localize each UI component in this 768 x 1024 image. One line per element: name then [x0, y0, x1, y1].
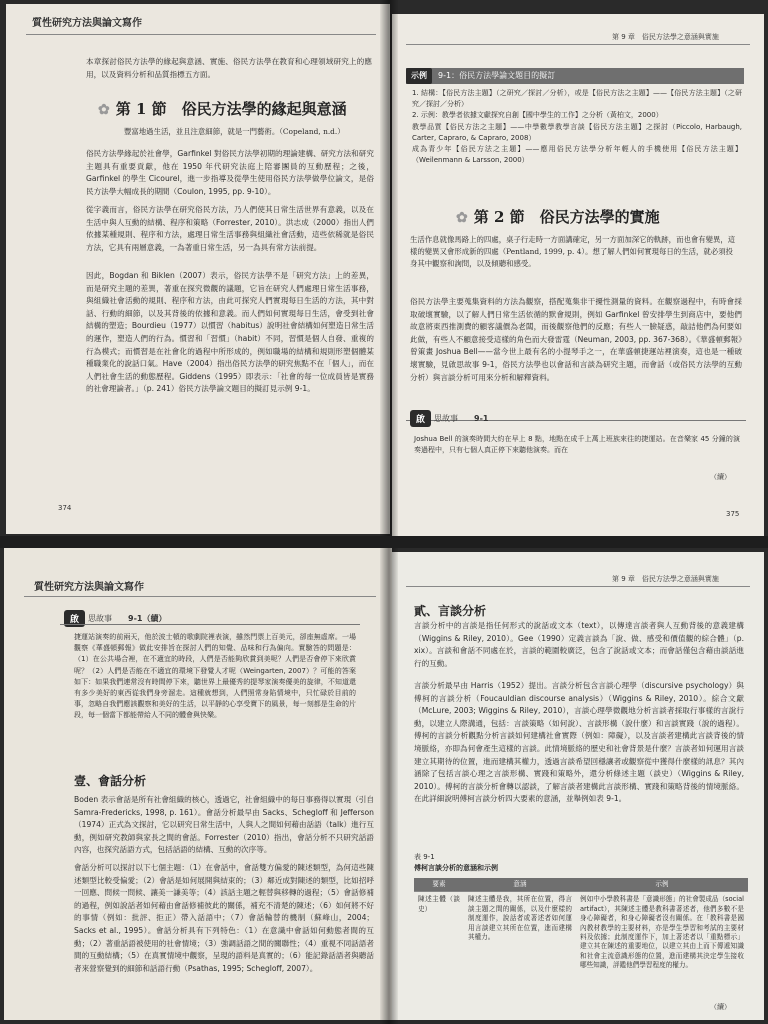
paragraph-2: 言談分析最早由 Harris（1952）提出。言談分析包含言談心理學（discursive psychology）與傅柯的言談分析（Foucauldian discourse analysis）（Wiggins & Riley, 2010）。綜合文獻（McLure, 2003; Wiggins & Riley, 2010），言談心理學微觀地分析言談者採取行事樣的言說行動，以建立人際溝通，包括：言談策略（如何說）、言談形構（說什麼）和言談實踐（說的過程）。傅柯的言談分析觀點分析言談如何建構社會實際（例如：障礙），以及言談者建構此言談背後的情境脈絡，亦即為何會產生這樣的言談。此情境脈絡的歷史和社會背景是什麼？言談者如何運用言談建立其期待的位置，進而建構其權力，透過言談希望回穩讓者或觀察從中獲得什麼樣的訊息？其內涵除了包括言談心理之言談形構、實踐和策略外，還分析條述主題（談史）（Wiggins & Riley, 2010）。傅柯的言談分析會轉以認談，了解言談者建構此言談形構、實踐和策略背後的情境脈絡。在此詳細說明傅柯言談分析四大要素的意涵，並舉例如表 9-1。 [414, 681, 744, 804]
section-1-title: ✿ 第 1 節 俗民方法學的緣起與意涵 [98, 100, 347, 118]
table-row [414, 892, 748, 974]
table-cell: 陳述主體是我，其所在位置，得言談主題之間的關係，以及什麼樣的制度運作，說話者或著述者如何運用言談建立其所在位置，進而建構其權力。 [464, 892, 576, 974]
table-header: 意涵 [464, 878, 576, 892]
story-heading: 思故事 9-1 [434, 414, 489, 423]
page-374 [6, 4, 390, 534]
book-spine-shadow [380, 0, 398, 1024]
story-text: Joshua Bell 的演奏時間大約在早上 8 點，地點在成千上萬上班族來往的捷運站。在音樂家 45 分鐘的演奏過程中，只有七個人真正停下來聽他演奏。而在 [414, 435, 740, 455]
paragraph-1: 俗民方法學緣起於社會學，Garfinkel 對俗民方法學初期的理論建構、研究方法和研究主題具有重要貢獻，他在 1950 年代研究法庭上陪審團員的互動歷程；之後，Garfinkel 的學生 Cicourel，進一步指導及從學生使用俗民方法學做學位論文，是俗民方法學大幅成長的期間（Coulon, 1995, pp. 9-10）。 [86, 149, 374, 196]
example-item: 1. 結構：【俗民方法主題】（之研究／探討／分析），或是【俗民方法之主題】——【俗民方法主題】（之研究／探討／分析） [412, 89, 742, 109]
paragraph-2: 從字義而言，俗民方法學在研究俗民方法，乃人們使其日常生活世界有意義，以及在生活中與人互動的結構、程序和策略（Forrester, 2010）。洪志成（2000）指出人們依據某種規則、程序和方法，處理日常生活事務與組織社會活動，這些依稀就是俗民方法，它具有兩層意義，一為著重日常生活，另一為具有常方法前提。 [86, 205, 374, 252]
header-rule [26, 34, 376, 35]
story-text-continued: 捷運站演奏的前兩天，他於波士頓的歌劇院裡表演，雖然門票上百美元，卻座無虛席。一場觀察《華盛頓郵報》做此安排旨在探討人們的知覺、品味和行為偏向。實驗答的問題是：（1）在公共場合裡，在不適宜的時段，人們是否能夠欣賞到美呢？人們是否會停下來欣賞呢？（2）人們是否能在不適宜的環境下發覺人才呢（Weingarten, 2007）？可能的答案如下：如果我們連常沒有時間停下來，聽世界上最優秀的提琴家演奏優美的旋律，不知道還有多少美好的東西從我們身旁溜走。這種就想到，人們照常身陷情境中，只忙碌於目前的事，忽略自我們應該觀察和美好的生活，以平靜的心享受寶下的風景，每一刻都是生命的片段，每一個當下都能帶給人不同的體會與快樂。 [74, 633, 356, 720]
table-header: 示例 [576, 878, 748, 892]
table-9-1 [414, 878, 748, 974]
story-badge: 啟 [410, 410, 431, 427]
example-items [412, 88, 742, 166]
paragraph-2: 會話分析可以探討以下七個主題：（1）在會話中，會話雙方偏愛的陳述類型，為何這些陳述類型比較受偏愛；（2）會話是如何展開與結束的；（3）鄰近成對陳述的類型，比如招呼一回應、問候一問候、讓美一謙美等；（4）該話主題之輕替與移轉的過程；（5）會話修補的過程，例如說話者如何藉由會話修補彼此的關係，補充不清楚的陳述；（6）如何將不好的事情（例如：批評、拒正）帶入話語中；（7）會話輪替的機制（蘇峰山，2004；Sacks et al., 1995）。會話分析具有下列特色：（1）在意識中會話如何動態者間的互動；（2）著重話語被使用的社會情境；（3）強調話語之間的關聯性；（4）重視不同話語者間的互動結構；（5）在真實情境中觀察，呈現的語料是真實的；（6）能記錄話語者與聽話者來營察覺到的細節和話語行動（Psathas, 1995; Schegloff, 2007）。 [74, 863, 374, 973]
continued-label: （續） [710, 1003, 731, 1011]
table-cell: 例如中小學教科書是「意識形態」的社會製成品（social artifact），其陳述主體是教科書著述者，他們多數不是身心障礙者，和身心障礙者沒有關係。在「教科書是國內教材教學的主要材料，亦是學生學習和考試的主要材料及依據；此制度運作下，加上著述者以「重點標示」建立其在陳述的重要地位，以建立其由上而下傳遞知識和社會主流意識形態的位置，進而建構其決定學生接收哪些知識，評鑑他們學習程度的權力。 [576, 892, 748, 974]
section-2-paragraph: 俗民方法學主要蒐集資料的方法為觀察，搭配蒐集非干擾性測量的資料。在觀察過程中，有時會採取破壞實驗，以了解人們日常生活依循的默會規則，例如 Garfinkel 曾安排學生到商店中，要他們故意將東西推測費的顧客議價為老闆，而後觀察他們的反應；有些人一臉疑惑，敲詰他們為何要如此做，有些人不顧意接受這樣的角色而大發雷霆（Neuman, 2003, pp. 367-368）。《華盛頓郵報》曾策畫 Joshua Bell——當今世上最有名的小提琴手之一，在華盛頓捷運站裡演奏，這也是一種破壞實驗，見啟思故事 9-1，俗民方法學也以會話和言談為研究主題，而會話（或俗民方法學的互動分析）與言談分析可用來分析和解釋資料。 [410, 297, 742, 382]
chapter-header: 第 9 章 俗民方法學之意涵與實施 [612, 33, 719, 41]
example-title: 9-1：俗民方法學論文題目的擬訂 [438, 71, 556, 80]
conversation-analysis-heading: 壹、會話分析 [74, 774, 147, 788]
header-rule [406, 44, 750, 45]
page-number: 375 [726, 510, 740, 518]
section-2-epigraph: 生活作息就像馬路上的四處，桌子行走時一方面講確定，另一方面加深它的軌跡，而也會有變異，這樣的變異又會形成新的四處（Pentland, 1999, p. 4）。想了解人們如何實現每日的生活，就必須投身其中觀察和詢問，以及傾聽和感受。 [410, 235, 736, 268]
header-rule [24, 596, 376, 597]
book-title-header: 質性研究方法與論文寫作 [34, 582, 144, 593]
example-item: 2. 示例：教學者依據文獻探究自創【國中學生的工作】之分析（黃柏文，2000） [412, 111, 663, 120]
page-377 [392, 552, 764, 1020]
discourse-analysis-heading: 貳、言談分析 [414, 604, 487, 618]
flower-icon: ✿ [98, 102, 110, 118]
story-continued-box [60, 624, 360, 625]
paragraph-1: Boden 表示會話是所有社會組織的核心，透過它，社會組織中的每日事務得以實現（引自 Samra-Fredericks, 1998, p. 161）。會話分析最早由 Sacks、Schegloff 和 Jefferson（1974）正式為文探討，它以研究日常生活中，人與人之間如何藉由話語（talk）進行互動，例如研究教師與家長之間的會話。Forrester（2010）指出，會話分析不只研究話語內容，也探究話語方式，包括話語的結構、互動的次序等。 [74, 795, 374, 855]
example-item: 成為青少年【俗民方法之主題】——應用俗民方法學分析年輕人的手機使用【俗民方法主題】（Weilenmann & Larsson, 2000） [412, 145, 742, 165]
spread-divider [0, 536, 768, 548]
story-badge: 啟 [64, 610, 85, 627]
paragraph-3: 因此，Bogdan 和 Biklen（2007）表示，俗民方法學不是「研究方法」上的差異，而是研究主題的差異，著重在探究微觀的議題，它旨在研究人們處理日常生活事務，與組織社會活動的規則、程序和方法，由此可探究人們實現每日生活的方法，其中對話、行動的細節，以及其背後的依據和意義。而人們如何實現每日生活，會受到社會結構的塑造；Bourdieu（1977）以慣習（habitus）說明社會結構如何塑造日常生活的運作，塑造人們的行為。慣習和「習慣」（habit）不同，習慣是個人自發、重複的行為模式；而慣習是在社會化的過程中所形成的，例如職場的結構和規則形塑個體某種職業化的說話口氣。Have（2004）指出俗民方法學的研究焦點不在「個人」，而在人們社會生活的動態歷程。Giddens（1995）即表示：「社會的每一位成員皆是實務的社會理論者。」（p. 241）俗民方法學論文題目的擬訂見示例 9-1。 [86, 271, 374, 394]
page-375 [392, 14, 764, 540]
section-2-title: ✿ 第 2 節 俗民方法學的實施 [456, 208, 660, 226]
table-header: 要素 [414, 878, 464, 892]
table-title: 表 9-1 [414, 853, 435, 861]
continued-label: （續） [710, 473, 731, 481]
flower-icon: ✿ [456, 210, 468, 226]
table-caption: 傅柯言談分析的意涵和示例 [414, 864, 498, 872]
header-rule [406, 586, 750, 587]
book-title-header: 質性研究方法與論文寫作 [32, 18, 142, 29]
page-376 [4, 548, 392, 1020]
example-9-1-header [406, 68, 744, 84]
page-number: 374 [58, 504, 72, 512]
paragraph-1: 言談分析中的言談是指任何形式的說話或文本（text），以傳達言談者與人互動背後的意義建構（Wiggins & Riley, 2010）。Gee（1990）定義言談為「說、做、感受和價值觀的綜合體」（p. xix）。言談和會話不同處在於，言談的範圍較廣泛，包含了說話或文本；而會話僅包含藉由談話進行的互動。 [414, 621, 744, 668]
chapter-intro: 本章探討俗民方法學的緣起與意涵、實施、俗民方法學在教育和心理領域研究上的應用，以及資料分析和品質指標五方面。 [86, 57, 372, 79]
example-badge: 示例 [406, 68, 432, 84]
section-1-epigraph: 豐富地過生活，並且注意細節，就是一門藝術。（Copeland, n.d.） [124, 127, 345, 136]
story-heading: 思故事 9-1（續） [88, 614, 167, 623]
table-cell: 陳述主體（談史） [414, 892, 464, 974]
chapter-header: 第 9 章 俗民方法學之意涵與實施 [612, 575, 719, 583]
example-item: 教學品質【俗民方法之主題】——中學數學教學言談【俗民方法主題】之探討（Piccolo, Harbaugh, Carter, Capraro, & Capraro, 2008） [412, 122, 742, 142]
